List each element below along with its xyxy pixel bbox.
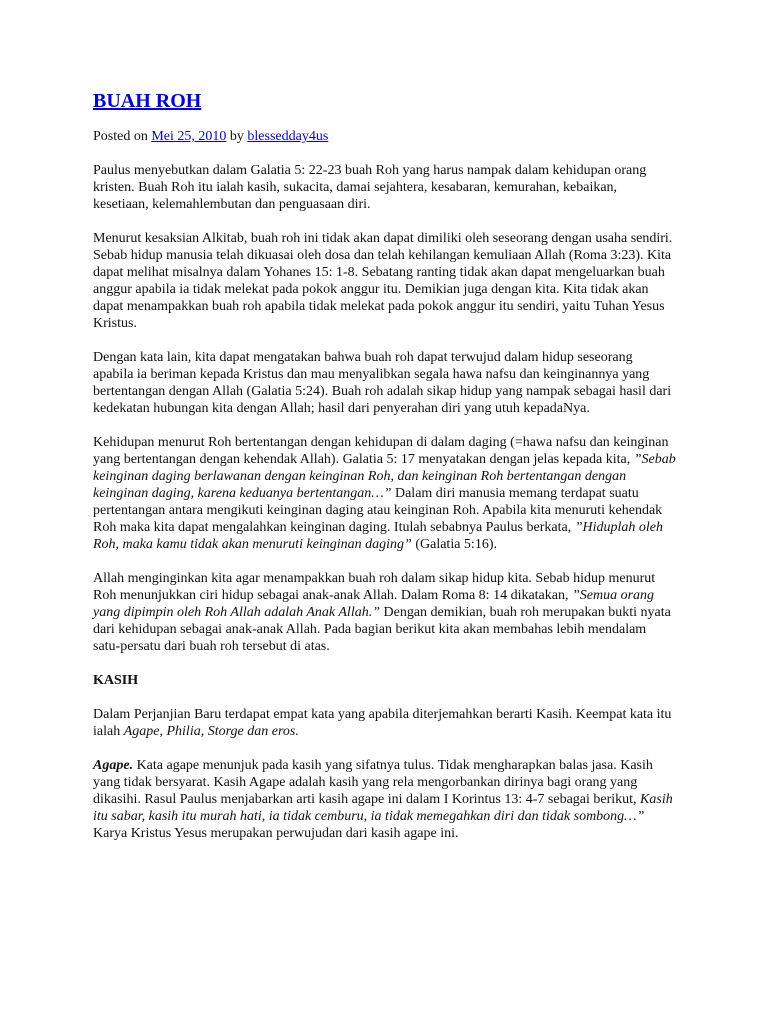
paragraph-2: Menurut kesaksian Alkitab, buah roh ini tidak akan dapat dimiliki oleh seseorang dengan usaha sendiri. Sebab hidup manusia telah dikuasai oleh dosa dan telah kehilangan kemuliaan Allah (Roma 3:23). Kita dapat melihat misalnya dalam Yohanes 15: 1-8. Sebatang ranting tidak akan dapat mengeluarkan buah anggur apabila ia tidak melekat pada pokok anggur itu. Demikian juga dengan kita. Kita tidak akan dapat menampakkan buah roh apabila tidak melekat pada pokok anggur itu sendiri, yaitu Tuhan Yesus Kristus.: [93, 231, 673, 331]
post-meta: [93, 128, 676, 145]
paragraph-6-terms: Agape, Philia, Storge dan eros.: [123, 724, 299, 739]
paragraph-4-quote-1: ”Sebab keinginan daging berlawanan dengan keinginan Roh, dan keinginan Roh bertentangan dengan keinginan daging, karena keduanya bertentangan…”: [93, 452, 676, 501]
post-title-link[interactable]: BUAH ROH: [93, 90, 202, 112]
author-link[interactable]: blessedday4us: [247, 129, 329, 144]
paragraph-5-text-a: Allah menginginkan kita agar menampakkan buah roh dalam sikap hidup kita. Sebab hidup menurut Roh menunjukkan ciri hidup sebagai anak-anak Allah. Dalam Roma 8: 14 dikatakan,: [93, 571, 656, 603]
paragraph-1: Paulus menyebutkan dalam Galatia 5: 22-23 buah Roh yang harus nampak dalam kehidupan orang kristen. Buah Roh itu ialah kasih, sukacita, damai sejahtera, kesabaran, kemurahan, kebaikan, kesetiaan, kelemahlembutan dan penguasaan diri.: [93, 163, 647, 212]
by-label: by: [229, 129, 244, 144]
posted-on-label: Posted on: [93, 129, 148, 144]
post-date-link[interactable]: Mei 25, 2010: [151, 129, 227, 144]
paragraph-4: [93, 434, 676, 553]
paragraph-4-quote-2: ”Hiduplah oleh Roh, maka kamu tidak akan menuruti keinginan daging”: [93, 520, 663, 552]
paragraph-7-quote: Kasih itu sabar, kasih itu murah hati, ia tidak cemburu, ia tidak memegahkan diri dan tidak sombong…”: [93, 792, 673, 824]
agape-term: Agape.: [93, 758, 134, 773]
paragraph-4-text-b: Dalam diri manusia memang terdapat suatu pertentangan antara mengikuti keinginan daging atau keinginan Roh. Apabila kita menuruti kehendak Roh maka kita dapat mengalahkan keinginan daging. Itulah sebabnya Paulus berkata,: [93, 486, 663, 535]
paragraph-5: [93, 570, 676, 655]
paragraph-7-text-a: Kata agape menunjuk pada kasih yang sifatnya tulus. Tidak mengharapkan balas jasa. Kasih yang tidak bersyarat. Kasih Agape adalah kasih yang rela mengorbankan dirinya bagi orang yang dikasihi. Rasul Paulus menjabarkan arti kasih agape ini dalam I Korintus 13: 4-7 sebagai berikut,: [93, 758, 653, 807]
section-heading-kasih: KASIH: [93, 673, 139, 688]
paragraph-6: [93, 706, 676, 740]
paragraph-7-text-b: Karya Kristus Yesus merupakan perwujudan dari kasih agape ini.: [93, 826, 459, 841]
paragraph-6-text: Dalam Perjanjian Baru terdapat empat kata yang apabila diterjemahkan berarti Kasih. Keempat kata itu ialah: [93, 707, 672, 739]
paragraph-3: Dengan kata lain, kita dapat mengatakan bahwa buah roh dapat terwujud dalam hidup seseorang apabila ia beriman kepada Kristus dan mau menyalibkan segala hawa nafsu dan keinginannya yang bertentangan dengan Allah (Galatia 5:24). Buah roh adalah sikap hidup yang nampak sebagai hasil dari kedekatan hubungan kita dengan Allah; hasil dari penyerahan diri yang utuh kepadaNya.: [93, 350, 672, 416]
paragraph-5-quote: ”Semua orang yang dipimpin oleh Roh Allah adalah Anak Allah.”: [93, 588, 655, 620]
paragraph-7: [93, 757, 676, 842]
paragraph-5-text-b: Dengan demikian, buah roh merupakan bukti nyata dari kehidupan sebagai anak-anak Allah. Pada bagian berikut kita akan membahas lebih mendalam satu-persatu dari buah roh tersebut di atas.: [93, 605, 671, 654]
paragraph-4-text-a: Kehidupan menurut Roh bertentangan dengan kehidupan di dalam daging (=hawa nafsu dan keinginan yang bertentangan dengan kehendak Allah). Galatia 5: 17 menyatakan dengan jelas kepada kita,: [93, 435, 669, 467]
paragraph-4-text-c: (Galatia 5:16).: [411, 537, 497, 552]
